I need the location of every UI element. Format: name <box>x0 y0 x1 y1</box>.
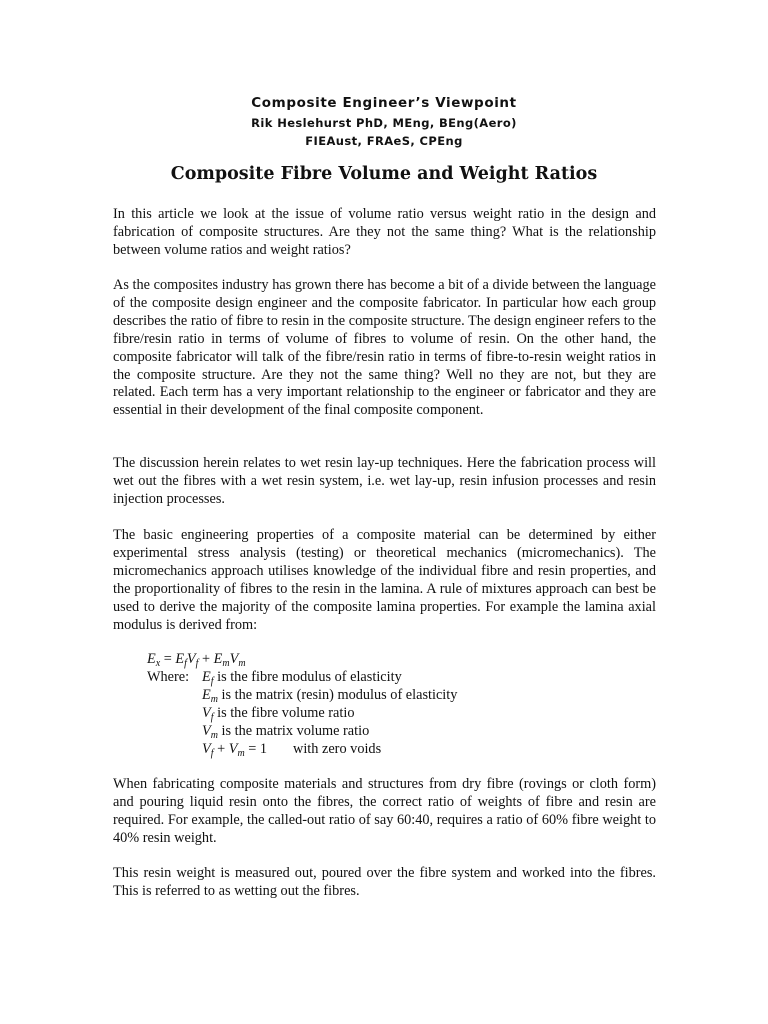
definition-vf-text: is the fibre volume ratio <box>217 705 355 721</box>
definition-ef-text: is the fibre modulus of elasticity <box>217 669 402 685</box>
paragraph-2: As the composites industry has grown there has become a bit of a divide between the language of the composite design engineer and the composite fabricator. In particular how each group describes the ratio of fibre to resin in the composite structure. The design engineer refers to the fibre/resin ratio in terms of volume of fibres to volume of resin. On the other hand, the composite fabricator will talk of the fibre/resin ratio in terms of fibre-to-resin weight ratios in the composite structure. Are they not the same thing? Well no they are not, but they are related. Each term has a very important relationship to the engineer or fabricator and they are essential in their development of the final composite component. <box>113 277 656 419</box>
zero-voids-note: with zero voids <box>293 741 382 757</box>
author-credentials: FIEAust, FRAeS, CPEng <box>305 134 463 148</box>
column-heading: Composite Engineer’s Viewpoint <box>251 95 517 111</box>
definition-vm-text: is the matrix volume ratio <box>217 723 370 739</box>
definition-vf: $V_f$ is the fibre volume ratio <box>202 705 355 723</box>
rule-of-mixtures-equation: $E_x = E_fV_f + E_mV_m$ <box>147 651 246 669</box>
article-title: Composite Fibre Volume and Weight Ratios <box>170 164 598 184</box>
definition-vm: $V_m$ is the matrix volume ratio <box>202 723 370 741</box>
paragraph-4: The basic engineering properties of a composite material can be determined by either experimental stress analysis (testing) or theoretical mechanics (micromechanics). The micromechanics approach utilises knowledge of the individual fibre and resin properties, and the proportionality of fibres to the resin in the lamina. A rule of mixtures approach can best be used to derive the majority of the composite lamina properties. For example the lamina axial modulus is derived from: <box>113 527 656 633</box>
author-name: Rik Heslehurst PhD, MEng, BEng(Aero) <box>251 116 517 130</box>
definition-ef: $E_f$ is the fibre modulus of elasticity <box>202 669 402 687</box>
volume-sum-equation: $V_f + V_m = 1$ <box>202 741 268 759</box>
paragraph-1: In this article we look at the issue of volume ratio versus weight ratio in the design and fabrication of composite structures. Are they not the same thing? What is the relationship between volume ratios and weight ratios? <box>113 206 656 258</box>
volume-sum-rhs: = 1 <box>244 741 268 757</box>
paragraph-6: This resin weight is measured out, poured over the fibre system and worked into the fibres. This is referred to as wetting out the fibres. <box>113 865 656 899</box>
paragraph-5: When fabricating composite materials and structures from dry fibre (rovings or cloth form) and pouring liquid resin onto the fibres, the correct ratio of weights of fibre and resin are required. For example, the called-out ratio of say 60:40, requires a ratio of 60% fibre weight to 40% resin weight. <box>113 776 656 846</box>
definition-em-text: is the matrix (resin) modulus of elasticity <box>221 687 458 703</box>
definition-em: $E_m$ is the matrix (resin) modulus of elasticity <box>202 687 458 705</box>
paragraph-3: The discussion herein relates to wet resin lay-up techniques. Here the fabrication process will wet out the fibres with a wet resin system, i.e. wet lay-up, resin infusion processes and resin injection processes. <box>113 455 656 507</box>
where-label: Where: <box>147 669 190 685</box>
